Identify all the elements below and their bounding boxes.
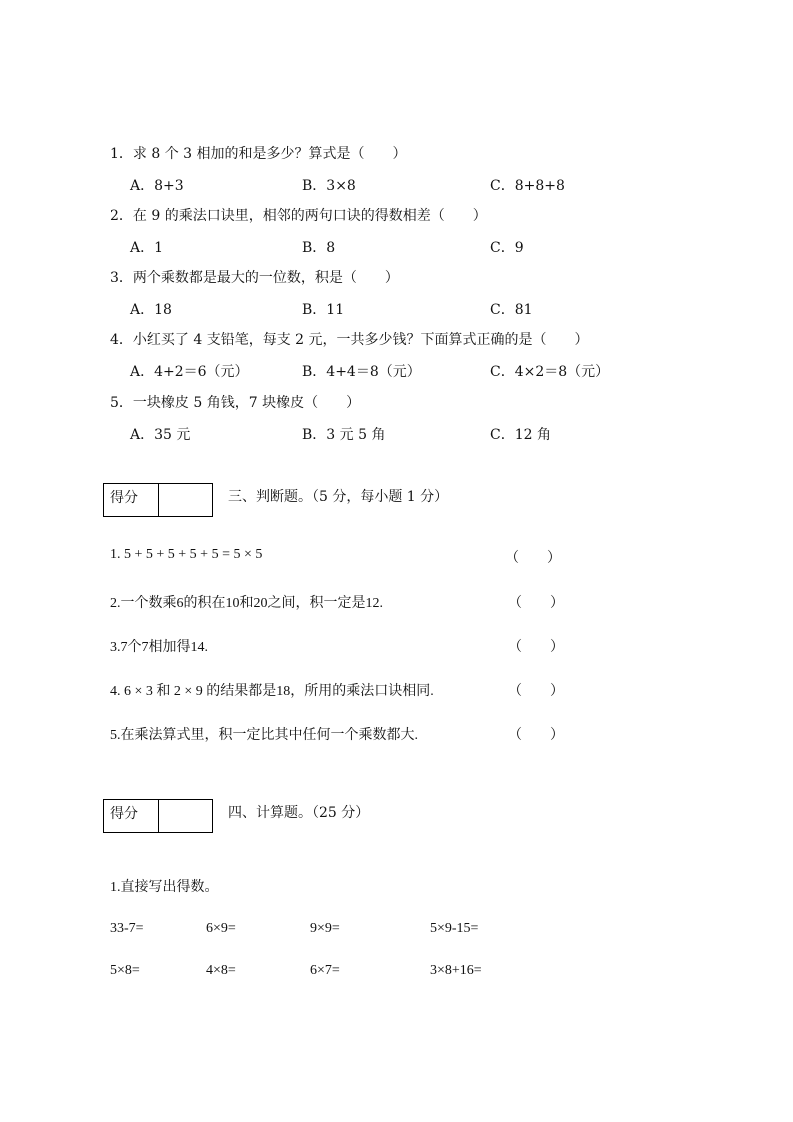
question-3-option-c: C．81 xyxy=(490,302,533,318)
calc-problem: 4×8= xyxy=(206,963,236,978)
question-3-option-a: A．18 xyxy=(130,302,172,318)
question-2-option-a: A．1 xyxy=(130,240,164,256)
tf-item-1-bracket[interactable]: （ ） xyxy=(505,551,561,566)
section3-score-label: 得分 xyxy=(104,484,159,516)
question-4-stem: 4．小红买了 4 支铅笔，每支 2 元，一共多少钱？下面算式正确的是（ ） xyxy=(110,332,589,348)
section4-score-box xyxy=(103,799,213,833)
question-2-option-b: B．8 xyxy=(302,240,336,256)
question-2-option-c: C．9 xyxy=(490,240,524,256)
question-5-option-b: B．3 元 5 角 xyxy=(302,427,386,443)
question-1-option-a: A．8+3 xyxy=(130,178,184,194)
question-4-option-b: B．4+4＝8（元） xyxy=(302,364,421,380)
calc-problem: 6×7= xyxy=(310,963,340,978)
question-1-stem: 1．求 8 个 3 相加的和是多少？算式是（ ） xyxy=(110,146,407,162)
section4-title: 四、计算题。（25 分） xyxy=(228,805,370,821)
tf-item-2-text: 2.一个数乘6的积在10和20之间，积一定是12. xyxy=(110,596,383,611)
tf-item-2-bracket[interactable]: （ ） xyxy=(508,596,564,611)
section3-score-field[interactable] xyxy=(159,484,212,516)
tf-item-4-bracket[interactable]: （ ） xyxy=(508,684,564,699)
calc-problem: 3×8+16= xyxy=(430,963,482,978)
question-2-stem: 2．在 9 的乘法口诀里，相邻的两句口诀的得数相差（ ） xyxy=(110,208,487,224)
section4-score-field[interactable] xyxy=(159,800,212,832)
section3-score-box xyxy=(103,483,213,517)
question-4-option-a: A．4+2＝6（元） xyxy=(130,364,249,380)
calc-problem: 5×9-15= xyxy=(430,921,479,936)
section4-score-label: 得分 xyxy=(104,800,159,832)
calc-subtitle: 1.直接写出得数。 xyxy=(110,880,219,895)
calc-problem: 33-7= xyxy=(110,921,144,936)
calc-problem: 6×9= xyxy=(206,921,236,936)
question-5-option-c: C．12 角 xyxy=(490,427,551,443)
tf-item-3-bracket[interactable]: （ ） xyxy=(508,640,564,655)
question-3-stem: 3．两个乘数都是最大的一位数，积是（ ） xyxy=(110,270,399,286)
tf-item-4-text: 4. 6 × 3 和 2 × 9 的结果都是18，所用的乘法口诀相同. xyxy=(110,684,434,699)
question-3-option-b: B．11 xyxy=(302,302,345,318)
question-1-option-c: C．8+8+8 xyxy=(490,178,565,194)
section3-title: 三、判断题。（5 分，每小题 1 分） xyxy=(228,489,449,505)
tf-item-5-bracket[interactable]: （ ） xyxy=(508,728,564,743)
question-1-option-b: B．3×8 xyxy=(302,178,356,194)
calc-problem: 5×8= xyxy=(110,963,140,978)
question-5-option-a: A．35 元 xyxy=(130,427,191,443)
question-4-option-c: C．4×2＝8（元） xyxy=(490,364,610,380)
question-5-stem: 5．一块橡皮 5 角钱，7 块橡皮（ ） xyxy=(110,395,361,411)
tf-item-5-text: 5.在乘法算式里，积一定比其中任何一个乘数都大. xyxy=(110,728,418,743)
tf-item-1-text: 1. 5 + 5 + 5 + 5 + 5 = 5 × 5 xyxy=(110,547,263,562)
calc-problem: 9×9= xyxy=(310,921,340,936)
tf-item-3-text: 3.7个7相加得14. xyxy=(110,640,208,655)
